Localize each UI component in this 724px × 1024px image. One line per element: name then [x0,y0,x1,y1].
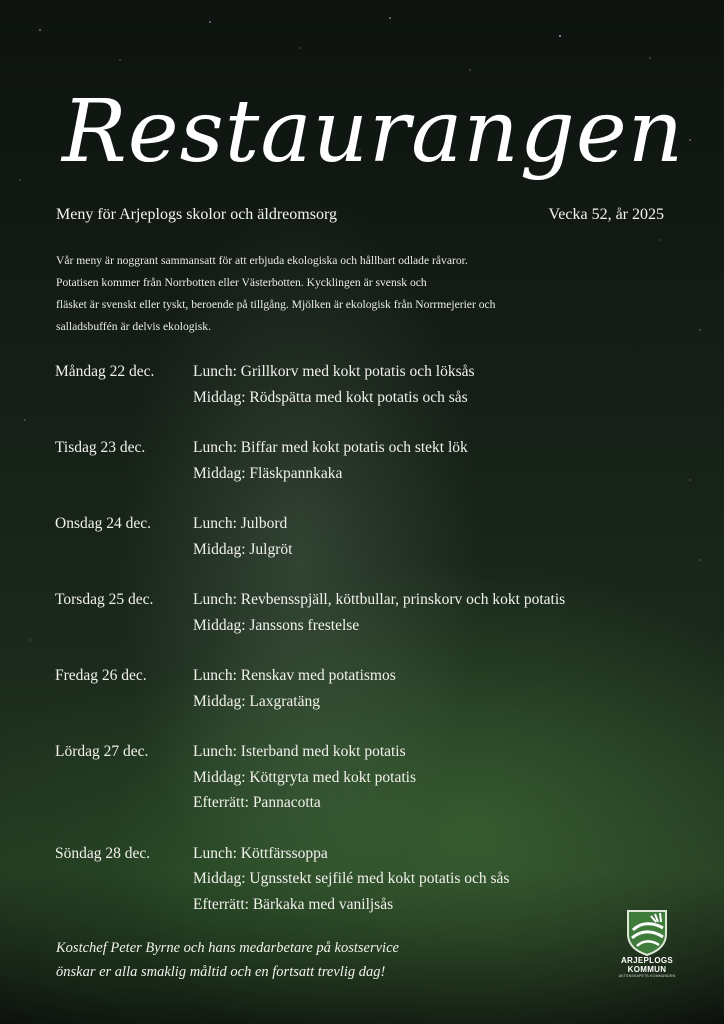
day-label: Torsdag 25 dec. [55,591,154,608]
municipality-logo [612,908,682,979]
meal-list [193,739,675,816]
meal-lunch: Lunch: Revbensspjäll, köttbullar, prinskorv och kokt potatis [193,591,566,608]
day-saturday [55,739,675,816]
intro-text [56,250,616,338]
day-label: Lördag 27 dec. [55,743,149,760]
day-thursday [55,587,675,638]
day-label: Söndag 28 dec. [55,844,151,862]
meal-lunch: Lunch: Köttfärssoppa [193,844,328,862]
intro-line: Potatisen kommer från Norrbotten eller Västerbotten. Kycklingen är svensk och [56,276,427,289]
greeting-line: önskar er alla smaklig måltid och en fortsatt trevlig dag! [56,964,386,980]
day-label: Måndag 22 dec. [55,363,155,380]
closing-greeting [56,936,399,984]
logo-tagline: ÄKTENSKAPETS KOMMUNDEN [618,974,676,978]
meal-list [193,435,675,486]
intro-line: fläsket är svenskt eller tyskt, beroende på tillgång. Mjölken är ekologisk från Norrmejerier och [56,298,496,311]
meal-lunch: Lunch: Grillkorv med kokt potatis och löksås [193,363,475,380]
meal-dinner: Middag: Laxgratäng [193,692,320,710]
meal-list [193,511,675,562]
meal-dessert: Efterrätt: Pannacotta [193,794,321,811]
page-title: Restaurangen [62,82,685,182]
day-label: Fredag 26 dec. [55,667,147,684]
meal-dinner: Middag: Ugnsstekt sejfilé med kokt potatis och sås [193,870,510,887]
meal-list [193,841,675,918]
meal-dinner: Middag: Rödspätta med kokt potatis och sås [193,388,468,406]
meal-list [193,663,675,714]
meal-lunch: Lunch: Julbord [193,515,288,532]
meal-list [193,359,675,410]
meal-dinner: Middag: Fläskpannkaka [193,464,343,482]
greeting-line: Kostchef Peter Byrne och hans medarbetare på kostservice [56,940,399,956]
week-label: Vecka 52, år 2025 [548,206,664,223]
logo-name-line2: KOMMUN [627,965,667,974]
day-friday [55,663,675,714]
meal-list [193,587,675,638]
day-sunday [55,841,675,918]
day-tuesday [55,435,675,486]
meal-lunch: Lunch: Isterband med kokt potatis [193,743,406,760]
day-label: Onsdag 24 dec. [55,515,151,532]
meal-dinner: Middag: Julgröt [193,540,293,558]
meal-dinner: Middag: Köttgryta med kokt potatis [193,768,417,786]
day-monday [55,359,675,410]
meal-dinner: Middag: Janssons frestelse [193,616,360,634]
menu-subtitle: Meny för Arjeplogs skolor och äldreomsorg [56,206,337,223]
arjeplog-coat-of-arms-icon [625,908,669,956]
intro-line: salladsbuffén är delvis ekologisk. [56,320,211,333]
weekly-menu [55,359,675,942]
logo-name-line1: ARJEPLOGS [620,956,674,965]
meal-lunch: Lunch: Renskav med potatismos [193,667,396,684]
day-label: Tisdag 23 dec. [55,439,146,456]
meal-dessert: Efterrätt: Bärkaka med vaniljsås [193,895,394,913]
intro-line: Vår meny är noggrant sammansatt för att erbjuda ekologiska och hållbart odlade råvaror. [56,254,468,267]
day-wednesday [55,511,675,562]
meal-lunch: Lunch: Biffar med kokt potatis och stekt lök [193,439,468,456]
